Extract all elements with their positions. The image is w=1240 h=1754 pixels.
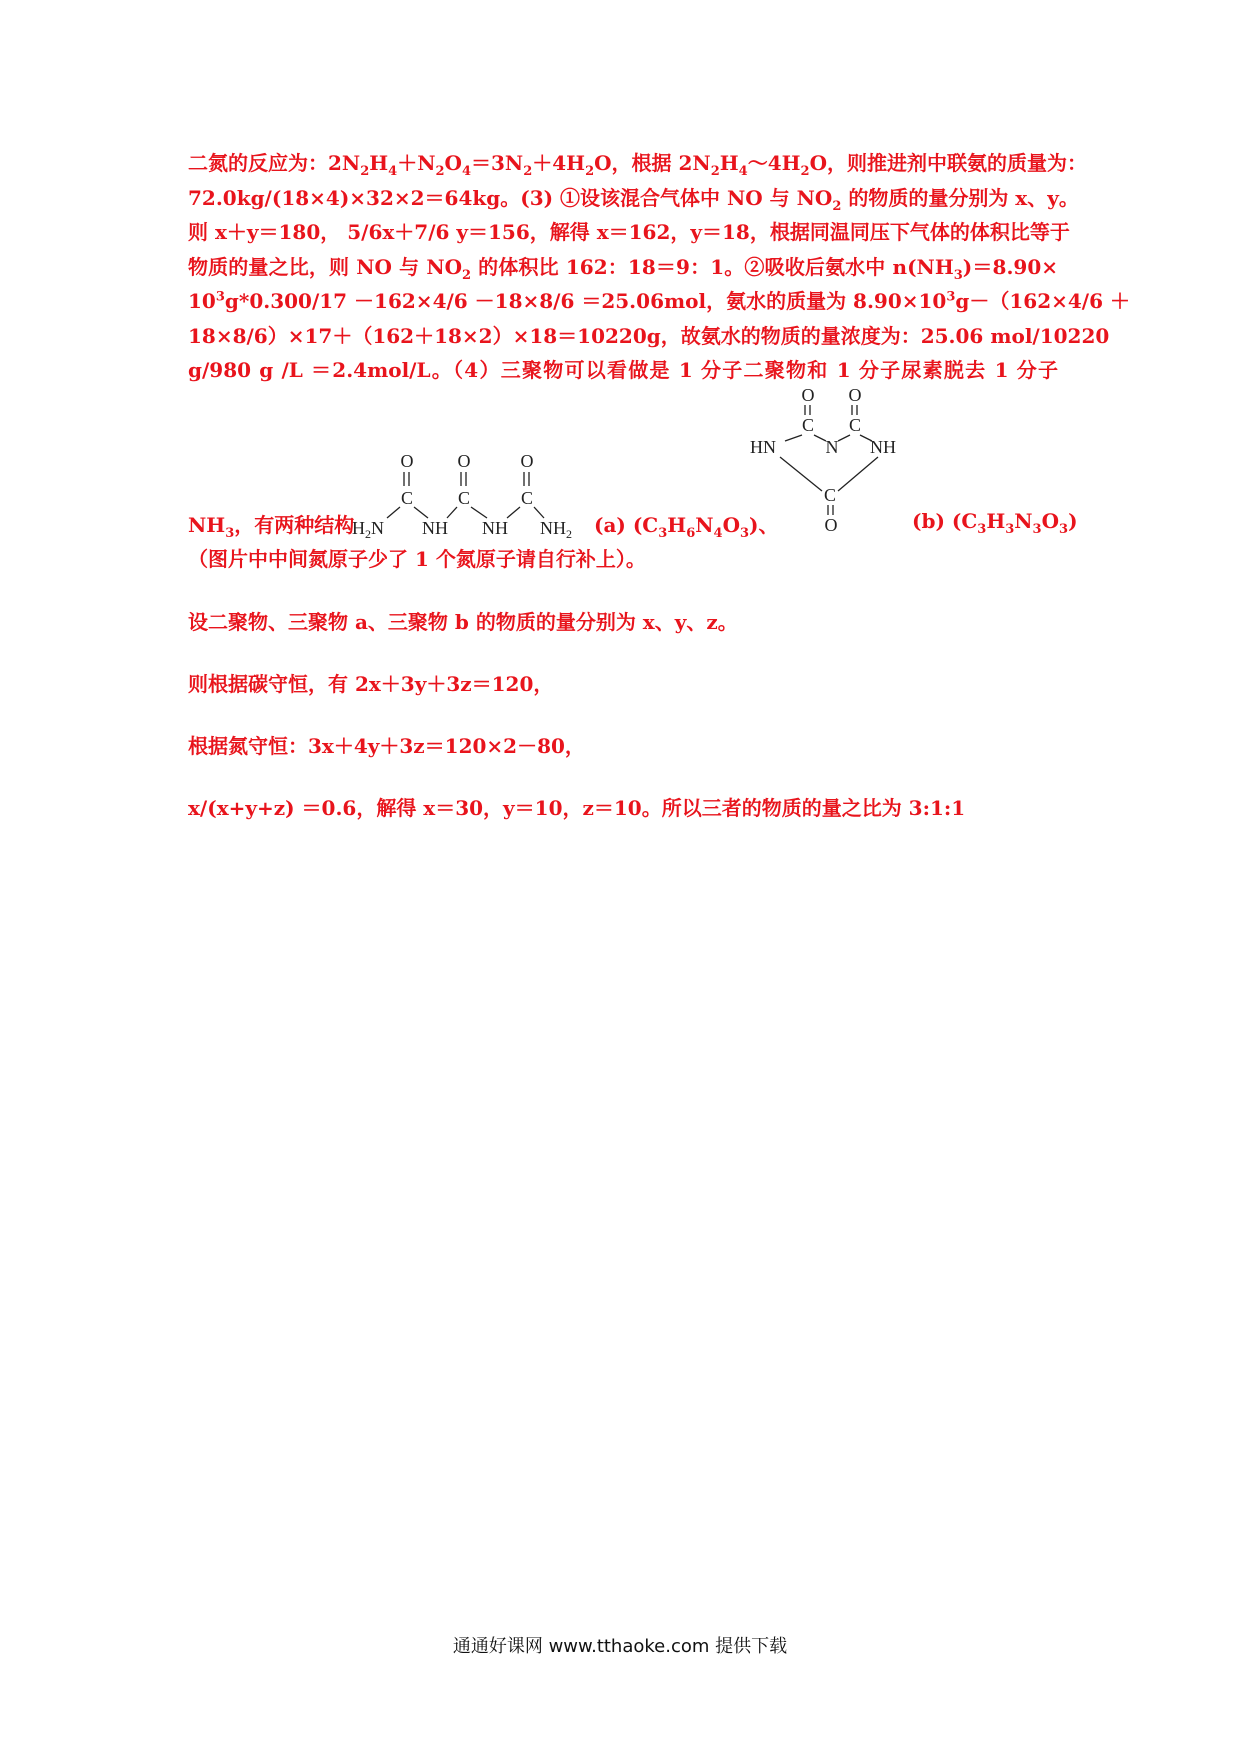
structure-b-label: (b) $(C_3H_3N_3O_3)$ — [912, 509, 1078, 537]
nh3-structures-intro: $NH_3$，有两种结构 — [188, 513, 355, 541]
answer-line-4: 物质的量之比，则 NO 与 $NO_2$ 的体积比 162：18＝9：1。②吸收后氨水中 $n(NH_3)=8.90\times$ — [188, 254, 1059, 283]
carbon-atom: C — [848, 415, 862, 435]
amine-group-right: $NH_2$ — [540, 518, 572, 541]
carbon-atom: C — [457, 488, 471, 508]
answer-line-7: g/980 g /L ＝2.4mol/L。（4）三聚物可以看做是 1 分子二聚物和 1 分子尿素脱去 1 分子 — [188, 358, 1058, 382]
nitrogen-atom: N — [825, 437, 839, 457]
answer-line-3: 则 x＋y＝180， 5/6x＋7/6 y＝156，解得 x＝162，y＝18，根据同温同压下气体的体积比等于 — [188, 220, 1070, 244]
structure-note: （图片中中间氮原子少了 1 个氮原子请自行补上）。 — [188, 547, 646, 571]
oxygen-atom: O — [457, 451, 471, 471]
oxygen-atom: O — [520, 451, 534, 471]
oxygen-atom: O — [848, 385, 862, 405]
carbon-atom: C — [801, 415, 815, 435]
structure-a-label: (a) $(C_3H_6N_4O_3)$、 — [594, 513, 779, 541]
oxygen-atom: O — [400, 451, 414, 471]
oxygen-atom: O — [801, 385, 815, 405]
carbon-atom: C — [823, 485, 837, 505]
carbon-atom: C — [400, 488, 414, 508]
oxygen-atom: O — [824, 515, 838, 533]
final-result: x/(x+y+z) ＝0.6，解得 x＝30，y＝10，z＝10。所以三者的物质的量之比为 3:1:1 — [188, 796, 966, 820]
answer-line-2: 72.0kg/(18×4)×32×2＝64kg。(3) ①设该混合气体中 NO 与 $NO_2$ 的物质的量分别为 x、y。 — [188, 185, 1079, 214]
answer-line-5: $10^3g*0.300/17 -162\times 4/6 -18\times 8/6 =25.06mol$，氨水的质量为 $8.90\times 10^3g-(162\times 4/6$ ＋ — [188, 289, 1130, 313]
answer-line-6: 18×8/6）×17＋（162＋18×2）×18＝10220g，故氨水的物质的量浓度为：25.06 mol/10220 — [188, 323, 1110, 348]
carbon-atom: C — [520, 488, 534, 508]
footer-source: 通通好课网 www.tthaoke.com 提供下载 — [452, 1636, 788, 1657]
variables-definition: 设二聚物、三聚物 a、三聚物 b 的物质的量分别为 x、y、z。 — [188, 610, 738, 634]
answer-line-1: 二氮的反应为：$2N_2H_4+N_2O_4=3N_2+4H_2O$，根据 $2N_2H_4\sim 4H_2O$，则推进剂中联氨的质量为： — [188, 151, 1087, 179]
nitrogen-conservation: 根据氮守恒：3x＋4y＋3z＝120×2－80， — [188, 734, 585, 758]
structure-a-diagram — [352, 442, 587, 542]
imine-group: HN — [750, 437, 776, 457]
imine-group: NH — [422, 518, 448, 538]
amine-group-left: $H_2N$ — [352, 518, 384, 541]
answer-paragraph — [188, 146, 1130, 388]
imine-group: NH — [482, 518, 508, 538]
carbon-conservation: 则根据碳守恒，有 2x＋3y＋3z＝120， — [188, 672, 554, 696]
imine-group: NH — [870, 437, 896, 457]
